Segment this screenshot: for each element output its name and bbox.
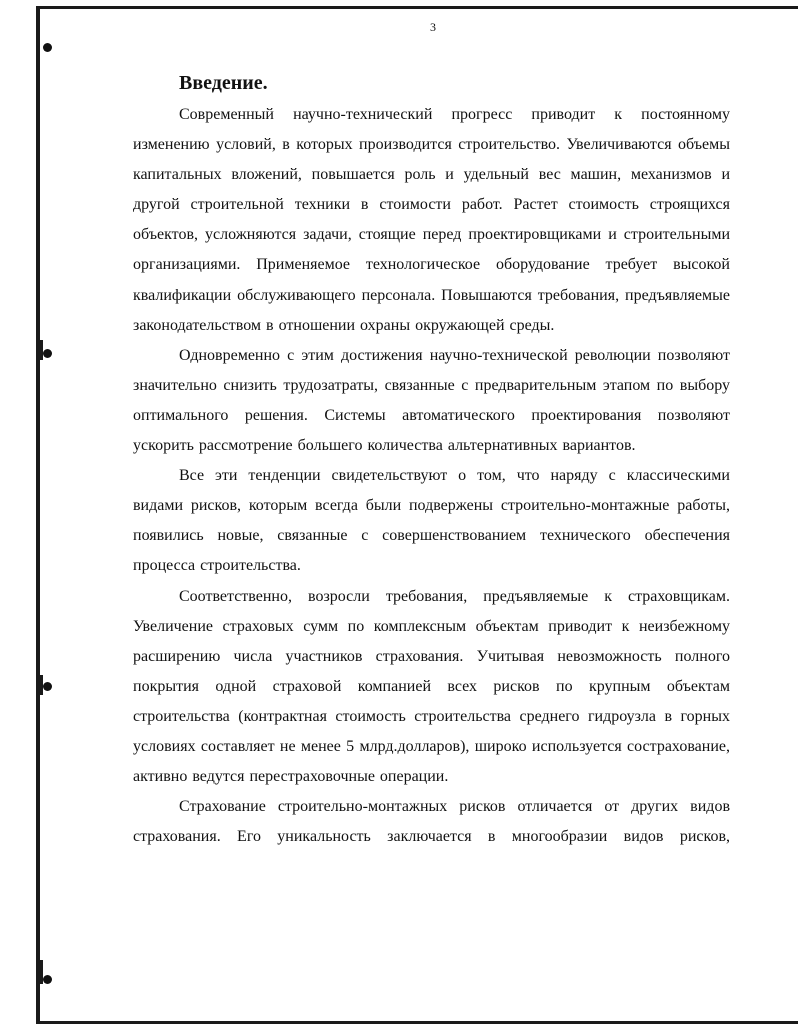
paragraph: Современный научно-технический прогресс приводит к постоянному изменению условий, в которых производится строительство. Увеличиваются объемы капитальных вложений, повышается роль и удельный вес машин, механизмов и другой строительной техники в стоимости работ. Растет стоимость строящихся объектов, усложняются задачи, стоящие перед проектировщиками и строительными организациями. Применяемое технологическое оборудование требует высокой квалификации обслуживающего персонала. Повышаются требования, предъявляемые законодательством в отношении охраны окружающей среды. [133,106,730,334]
page-number: 3 [430,20,436,34]
binder-hole-mark [43,43,52,52]
binder-hole-mark [43,682,52,691]
paragraph: Страхование строительно-монтажных рисков отличается от других видов страхования. Его уникальность заключается в многообразии видов рисков, [133,798,730,846]
paragraph: Одновременно с этим достижения научно-технической революции позволяют значительно снизить трудозатраты, связанные с предварительным этапом по выбору оптимального решения. Системы автоматического проектирования позволяют ускорить рассмотрение большего количества альтернативных вариантов. [133,346,730,455]
binder-hole-mark [43,975,52,984]
binder-hole-mark [43,349,52,358]
document-body [133,66,730,852]
paragraph: Соответственно, возросли требования, предъявляемые к страховщикам. Увеличение страховых сумм по комплексным объектам приводит к неизбежному расширению числа участников страхования. Учитывая невозможность полного покрытия одной страховой компанией всех рисков по крупным объектам строительства (контрактная стоимость строительства среднего гидроузла в горных условиях составляет не менее 5 млрд.долларов), широко используется сострахование, активно ведутся перестраховочные операции. [133,587,730,786]
scan-frame-top [36,6,798,9]
scan-frame-tick [40,340,43,360]
scan-frame-bottom [36,1021,798,1024]
paragraph: Все эти тенденции свидетельствуют о том, что наряду с классическими видами рисков, которым всегда были подвержены строительно-монтажные работы, появились новые, связанные с совершенствованием технического обеспечения процесса строительства. [133,467,730,575]
section-heading: Введение. [179,72,268,94]
scan-frame-left [36,6,40,1024]
